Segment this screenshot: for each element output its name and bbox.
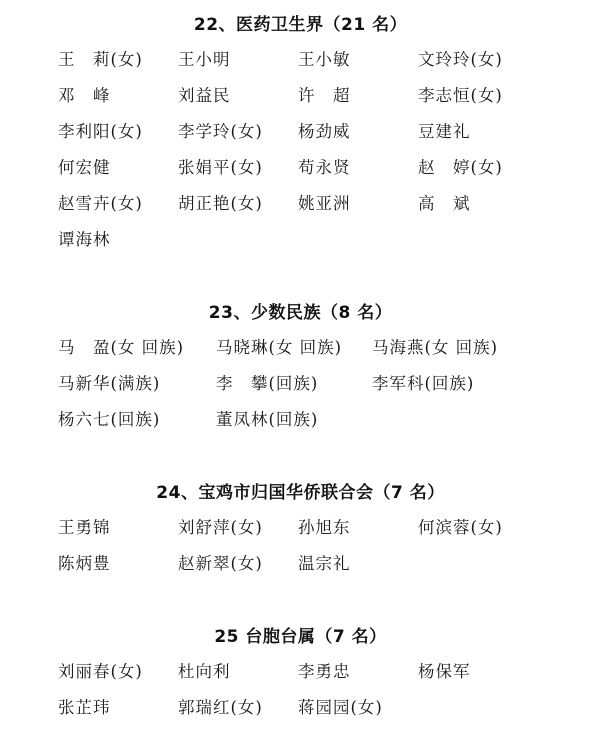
- name-row: [0, 696, 601, 732]
- name-grid: [0, 336, 601, 444]
- member-name: 许 超: [298, 86, 351, 105]
- member-name: 刘益民: [178, 86, 231, 105]
- member-name: 姚亚洲: [298, 194, 351, 213]
- member-name: 刘丽春(女): [58, 662, 143, 681]
- member-name: 张娟平(女): [178, 158, 263, 177]
- section-taiwan-compatriots: [0, 626, 601, 732]
- member-name: 郭瑞红(女): [178, 698, 263, 717]
- name-row: [0, 192, 601, 228]
- name-row: [0, 552, 601, 588]
- name-row: [0, 228, 601, 264]
- member-name: 马 盈(女 回族): [58, 338, 185, 357]
- member-name: 文玲玲(女): [418, 50, 503, 69]
- member-name: 李 攀(回族): [216, 374, 319, 393]
- member-name: 何滨蓉(女): [418, 518, 503, 537]
- name-row: [0, 516, 601, 552]
- member-name: 陈炳豊: [58, 554, 111, 573]
- section-ethnic-minorities: [0, 302, 601, 444]
- member-name: 何宏健: [58, 158, 111, 177]
- member-name: 苟永贤: [298, 158, 351, 177]
- name-row: [0, 84, 601, 120]
- member-name: 李志恒(女): [418, 86, 503, 105]
- member-name: 董凤林(回族): [216, 410, 319, 429]
- member-name: 王 莉(女): [58, 50, 143, 69]
- name-grid: [0, 516, 601, 588]
- name-row: [0, 48, 601, 84]
- member-name: 李利阳(女): [58, 122, 143, 141]
- member-name: 胡正艳(女): [178, 194, 263, 213]
- name-row: [0, 408, 601, 444]
- name-row: [0, 372, 601, 408]
- member-name: 王小明: [178, 50, 231, 69]
- section-heading: 25 台胞台属（7 名）: [214, 627, 387, 647]
- section-heading: 24、宝鸡市归国华侨联合会（7 名）: [156, 483, 445, 503]
- member-name: 高 斌: [418, 194, 471, 213]
- name-grid: [0, 660, 601, 732]
- member-name: 李勇忠: [298, 662, 351, 681]
- member-name: 马晓琳(女 回族): [216, 338, 343, 357]
- member-name: 张芷玮: [58, 698, 111, 717]
- member-name: 赵 婷(女): [418, 158, 503, 177]
- member-name: 邓 峰: [58, 86, 111, 105]
- member-name: 杜向利: [178, 662, 231, 681]
- section-heading: 22、医药卫生界（21 名）: [193, 15, 408, 35]
- name-row: [0, 120, 601, 156]
- member-name: 赵雪卉(女): [58, 194, 143, 213]
- member-name: 温宗礼: [298, 554, 351, 573]
- member-name: 王勇锦: [58, 518, 111, 537]
- section-overseas-chinese: [0, 482, 601, 588]
- member-name: 李军科(回族): [372, 374, 475, 393]
- member-name: 马新华(满族): [58, 374, 161, 393]
- member-name: 豆建礼: [418, 122, 471, 141]
- member-name: 李学玲(女): [178, 122, 263, 141]
- member-name: 杨六七(回族): [58, 410, 161, 429]
- member-name: 杨劲威: [298, 122, 351, 141]
- member-name: 谭海林: [58, 230, 111, 249]
- name-row: [0, 660, 601, 696]
- section-medical: [0, 14, 601, 264]
- member-name: 孙旭东: [298, 518, 351, 537]
- member-name: 赵新翠(女): [178, 554, 263, 573]
- member-name: 王小敏: [298, 50, 351, 69]
- member-name: 蒋园园(女): [298, 698, 383, 717]
- member-name: 刘舒萍(女): [178, 518, 263, 537]
- name-row: [0, 336, 601, 372]
- name-grid: [0, 48, 601, 264]
- member-name: 马海燕(女 回族): [372, 338, 499, 357]
- name-row: [0, 156, 601, 192]
- member-name: 杨保军: [418, 662, 471, 681]
- section-heading: 23、少数民族（8 名）: [208, 303, 393, 323]
